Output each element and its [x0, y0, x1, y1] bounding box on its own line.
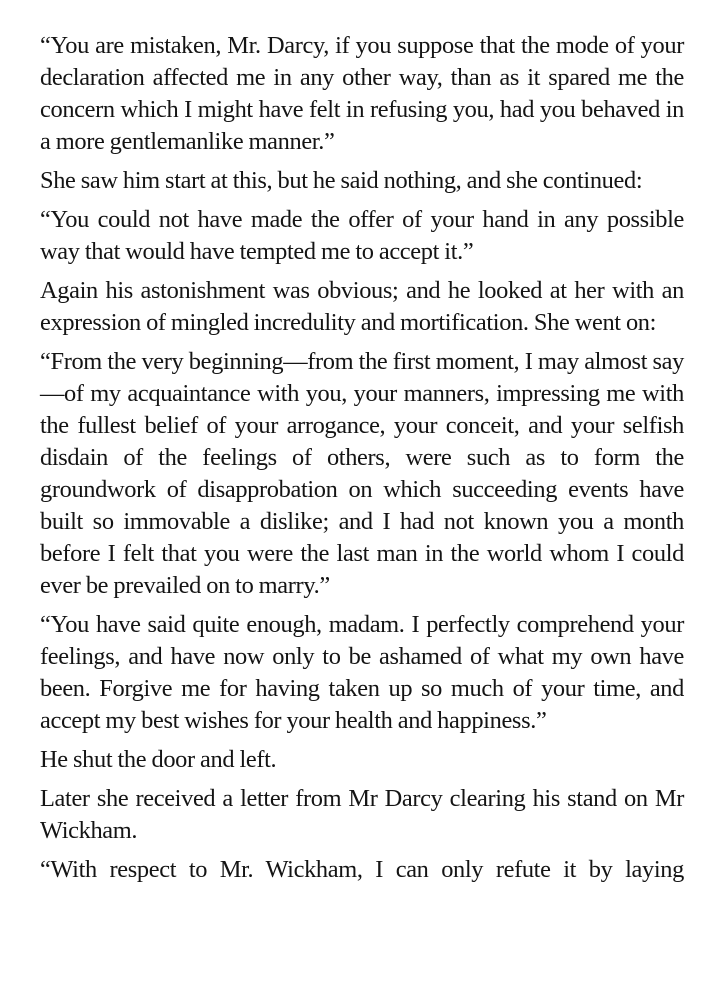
paragraph-shut-the-door: He shut the door and left.: [40, 746, 277, 773]
paragraph-said-quite-enough: “You have said quite enough, madam. I perfectly comprehend your feelings, and have now only to be ashamed of what my own have been. Forgive me for having taken up so much of your time, and accept my best wishes for your health and happiness.”: [40, 611, 684, 734]
paragraph-astonishment: Again his astonishment was obvious; and he looked at her with an expression of mingled incredulity and mortification. She went on:: [40, 277, 684, 336]
paragraph-from-the-beginning: “From the very beginning—from the first moment, I may almost say—of my acquaintance with you, your manners, impressing me with the fullest belief of your arrogance, your conceit, and your selfish disdain of the feelings of others, were such as to form the groundwork of disapprobation on which succeeding events have built so immovable a dislike; and I had not known you a month before I felt that you were the last man in the world whom I could ever be prevailed on to marry.”: [40, 348, 684, 599]
paragraph-received-letter: Later she received a letter from Mr Darcy clearing his stand on Mr Wickham.: [40, 785, 684, 844]
paragraph-she-saw-him-start: She saw him start at this, but he said nothing, and she continued:: [40, 167, 643, 194]
paragraph-offer-of-hand: “You could not have made the offer of your hand in any possible way that would have tempted me to accept it.”: [40, 206, 684, 265]
document-page: [40, 30, 684, 893]
paragraph-darcy-mistaken: “You are mistaken, Mr. Darcy, if you suppose that the mode of your declaration affected me in any other way, than as it spared me the concern which I might have felt in refusing you, had you behaved in a more gentlemanlike manner.”: [40, 32, 684, 155]
paragraph-respect-to-wickham: “With respect to Mr. Wickham, I can only refute it by laying: [40, 856, 684, 883]
